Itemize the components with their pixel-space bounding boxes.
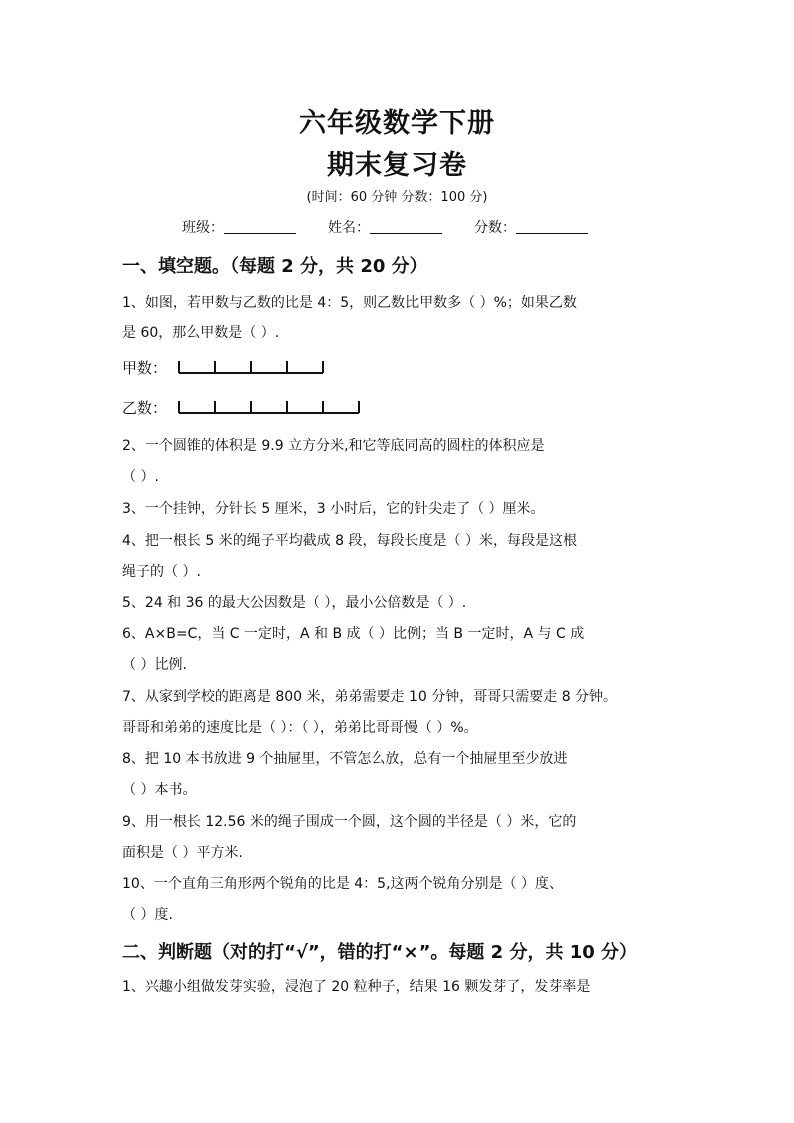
question-line: 1、如图，若甲数与乙数的比是 4：5，则乙数比甲数多（ ）%；如果乙数 [122,295,577,311]
class-blank [224,219,296,234]
question-line: 面积是（ ）平方米. [122,845,243,861]
question-line: 哥哥和弟弟的速度比是（ ）：（ ），弟弟比哥哥慢（ ）%。 [122,720,478,736]
figure-label-jia: 甲数： [122,359,168,377]
score-label: 分数： [474,220,516,236]
question-line: 9、用一根长 12.56 米的绳子围成一个圆，这个圆的半径是（ ）米，它的 [122,814,577,830]
section-fill-blank-heading: 一、填空题。（每题 2 分，共 20 分） [122,256,428,277]
question-line: 1、兴趣小组做发芽实验，浸泡了 20 粒种子，结果 16 颗发芽了，发芽率是 [122,979,591,995]
question-line: 10、一个直角三角形两个锐角的比是 4：5,这两个锐角分别是（ ）度、 [122,876,563,892]
score-blank [516,219,588,234]
question-line: 3、一个挂钟，分针长 5 厘米，3 小时后，它的针尖走了（ ）厘米。 [122,501,545,517]
question-line: 6、A×B=C，当 C 一定时，A 和 B 成（ ）比例；当 B 一定时，A 与 C 成 [122,626,585,642]
question-line: （ ）度. [122,907,173,923]
title-exam: 期末复习卷 [327,150,467,181]
student-info [182,217,620,237]
question-line: （ ）. [122,469,159,485]
question-line: 5、24 和 36 的最大公因数是（ ），最小公倍数是（ ）. [122,595,467,611]
class-label: 班级： [182,220,224,236]
question-line: 7、从家到学校的距离是 800 米，弟弟需要走 10 分钟，哥哥只需要走 8 分钟。 [122,689,618,705]
title-grade: 六年级数学下册 [299,108,495,139]
segment-bar-yi [176,398,366,418]
question-line: 绳子的（ ）. [122,564,201,580]
name-label: 姓名： [328,220,370,236]
name-blank [370,219,442,234]
question-line: 8、把 10 本书放进 9 个抽屉里，不管怎么放，总有一个抽屉里至少放进 [122,751,568,767]
question-line: 2、一个圆锥的体积是 9.9 立方分米,和它等底同高的圆柱的体积应是 [122,438,545,454]
segment-bar-jia [176,358,366,378]
exam-subtitle: (时间：60 分钟 分数：100 分) [306,190,488,205]
question-line: 4、把一根长 5 米的绳子平均截成 8 段，每段长度是（ ）米，每段是这根 [122,533,577,549]
section-true-false-heading: 二、判断题（对的打“√”，错的打“×”。每题 2 分，共 10 分） [122,942,638,963]
question-line: 是 60，那么甲数是（ ）. [122,325,280,341]
question-line: （ ）本书。 [122,782,197,798]
question-line: （ ）比例. [122,657,187,673]
figure-label-yi: 乙数： [122,399,168,417]
